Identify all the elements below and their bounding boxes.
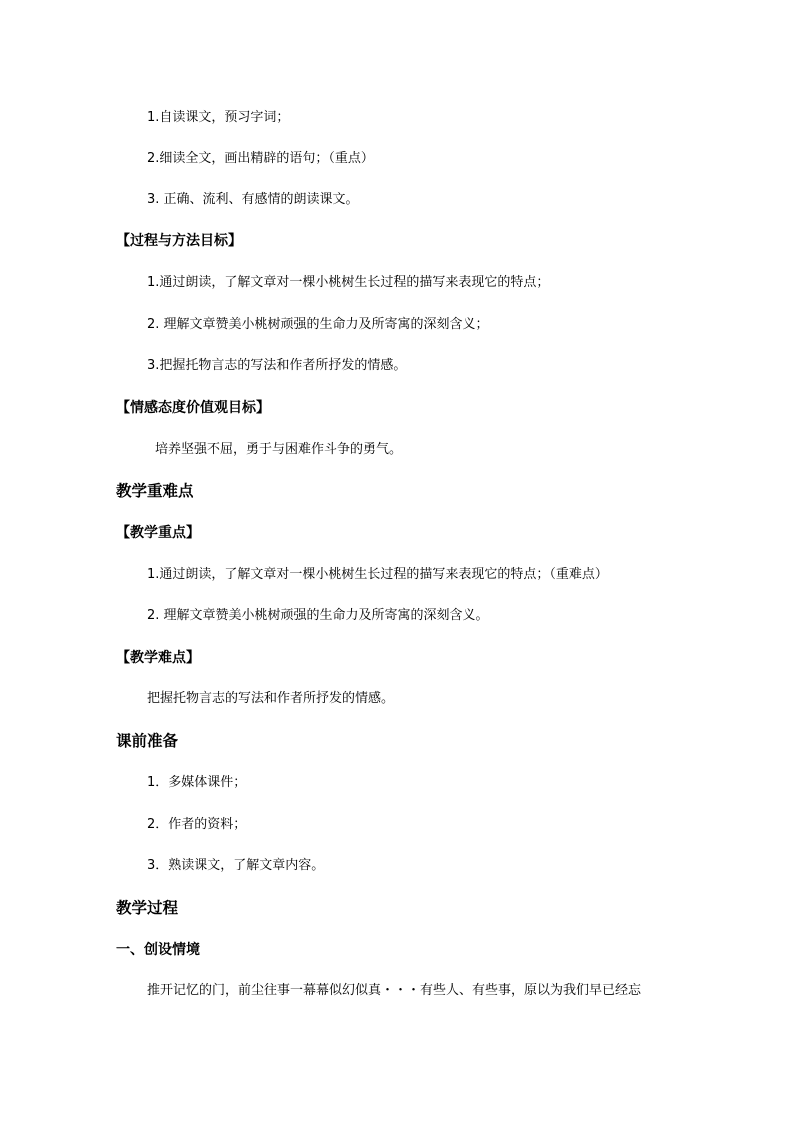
process-item-2: 2. 理解文章赞美小桃树顽强的生命力及所寄寓的深刻含义； xyxy=(147,317,489,332)
knowledge-item-1: 1.自读课文，预习字词； xyxy=(147,110,290,125)
difficult-heading: 【教学难点】 xyxy=(116,650,200,666)
knowledge-item-3: 3. 正确、流利、有感情的朗读课文。 xyxy=(147,192,359,207)
key-item-2: 2. 理解文章赞美小桃树顽强的生命力及所寄寓的深刻含义。 xyxy=(147,608,489,623)
process-method-heading: 【过程与方法目标】 xyxy=(116,233,242,249)
key-item-1: 1.通过朗读，了解文章对一棵小桃树生长过程的描写来表现它的特点；（重难点） xyxy=(147,567,608,582)
emotion-text: 培养坚强不屈，勇于与困难作斗争的勇气。 xyxy=(155,442,403,457)
emotion-heading: 【情感态度价值观目标】 xyxy=(116,400,270,416)
teaching-process-heading: 教学过程 xyxy=(116,899,179,917)
prep-item-3: 3．熟读课文，了解文章内容。 xyxy=(147,858,325,873)
process-item-1: 1.通过朗读，了解文章对一棵小桃树生长过程的描写来表现它的特点； xyxy=(147,275,550,290)
step1-heading: 一、创设情境 xyxy=(116,942,200,958)
difficult-text: 把握托物言志的写法和作者所抒发的情感。 xyxy=(147,691,395,706)
process-item-3: 3.把握托物言志的写法和作者所抒发的情感。 xyxy=(147,358,407,373)
key-heading: 【教学重点】 xyxy=(116,525,200,541)
prep-item-1: 1．多媒体课件； xyxy=(147,775,247,790)
knowledge-item-2: 2.细读全文，画出精辟的语句；（重点） xyxy=(147,151,374,166)
key-difficult-heading: 教学重难点 xyxy=(116,482,194,500)
prep-heading: 课前准备 xyxy=(116,732,179,750)
prep-item-2: 2．作者的资料； xyxy=(147,817,247,832)
step1-text: 推开记忆的门，前尘往事一幕幕似幻似真・・・有些人、有些事，原以为我们早已经忘 xyxy=(147,983,642,998)
